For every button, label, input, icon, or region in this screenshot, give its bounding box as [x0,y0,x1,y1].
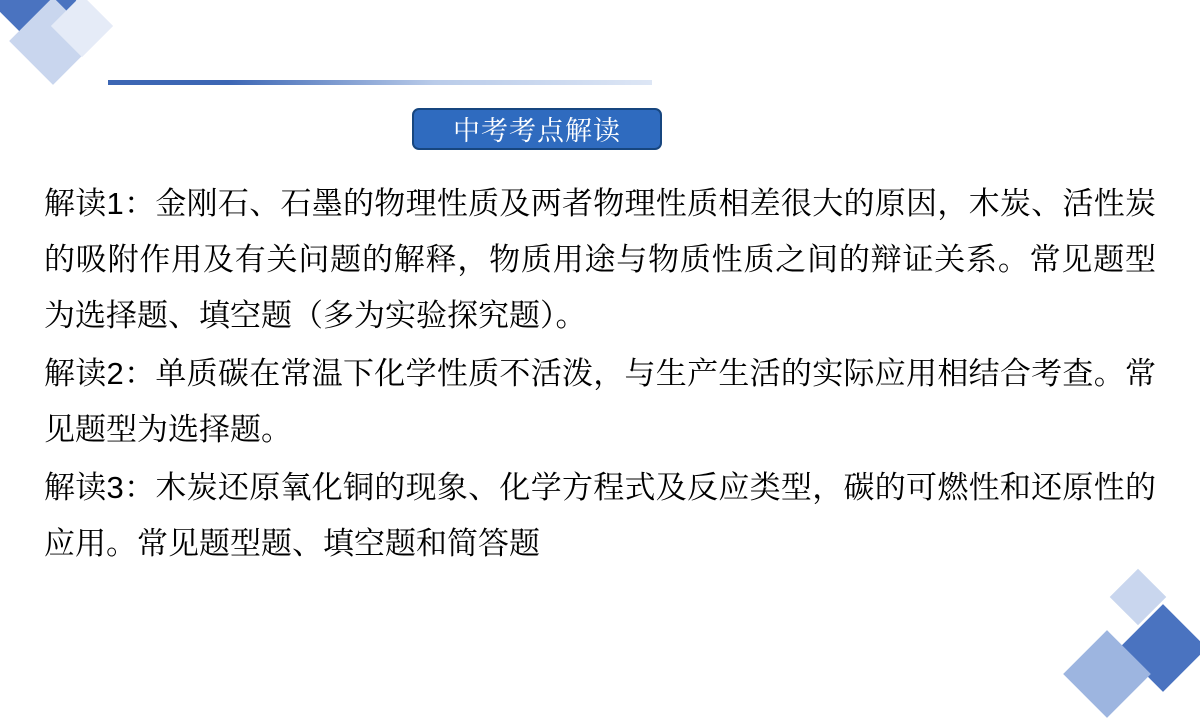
page-title: 中考考点解读 [412,108,662,150]
decor-diamond-top-left-light [9,0,97,85]
title-divider-rule [108,80,652,85]
paragraph-2: 解读2：单质碳在常温下化学性质不活泼，与生产生活的实际应用相结合考查。常见题型为选择题。 [44,356,1156,447]
decor-diamond-top-left-dark [0,0,81,49]
decor-diamond-bottom-right-light [1110,569,1167,626]
decor-diamond-bottom-right-dark [1119,604,1200,692]
slide-body [44,176,1156,572]
decor-diamond-bottom-right-mid [1063,630,1151,718]
decor-diamond-top-left-pale [51,0,113,57]
paragraph-1: 解读1：金刚石、石墨的物理性质及两者物理性质相差很大的原因，木炭、活性炭的吸附作用及有关问题的解释，物质用途与物质性质之间的辩证关系。常见题型为选择题、填空题（多为实验探究题）。 [44,186,1156,333]
paragraph-3: 解读3：木炭还原氧化铜的现象、化学方程式及反应类型，碳的可燃性和还原性的应用。常见题型题、填空题和简答题 [44,470,1156,561]
